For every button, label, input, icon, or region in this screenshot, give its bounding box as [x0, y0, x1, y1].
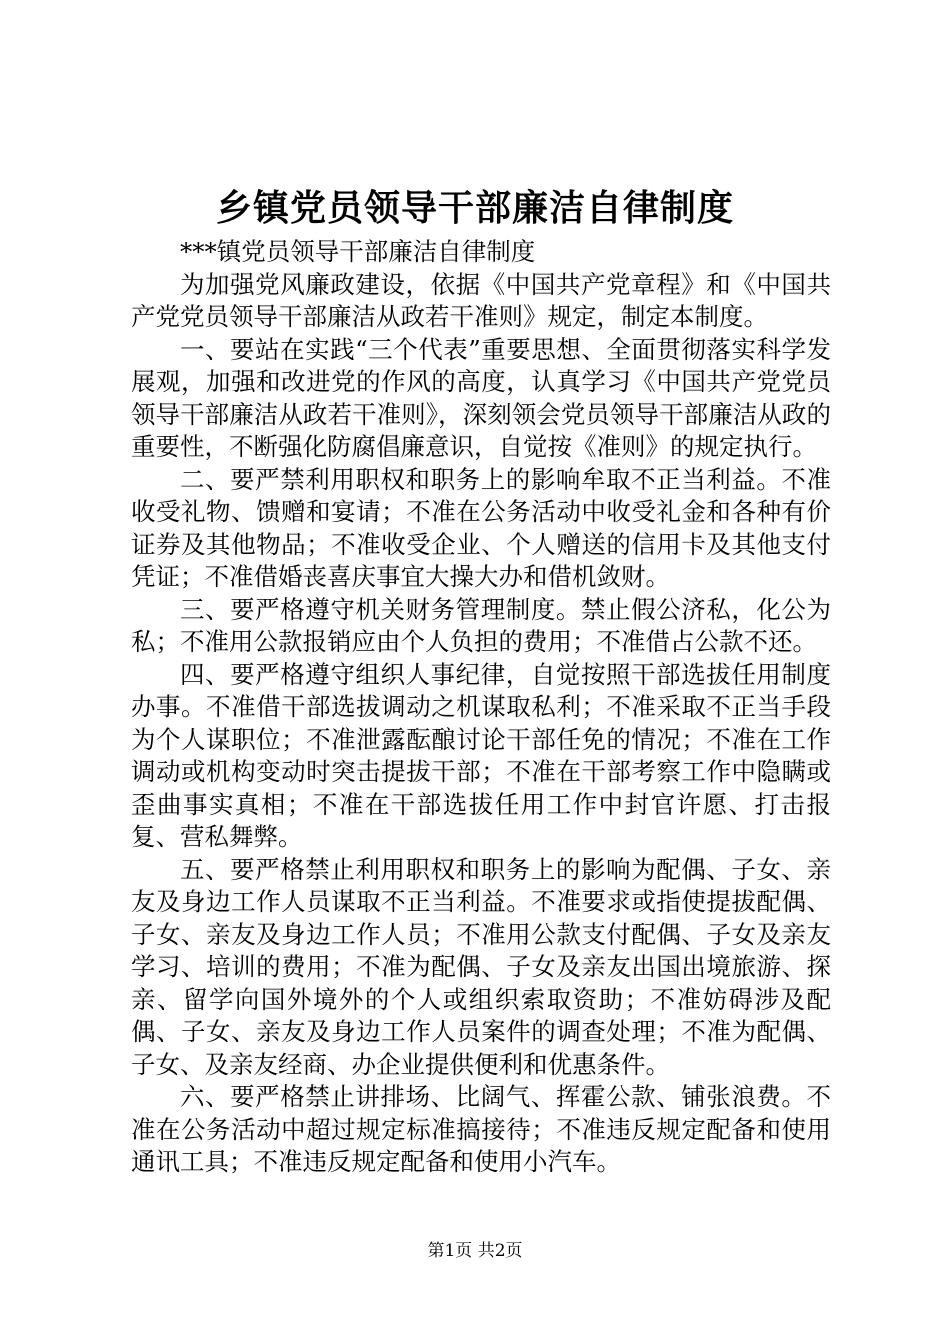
paragraph-item-1: 一、要站在实践“三个代表”重要思想、全面贯彻落实科学发展观，加强和改进党的作风的高度，认真学习《中国共产党党员领导干部廉洁从政若干准则》，深刻领会党员领导干部廉洁从政的重要性，不断强化防腐倡廉意识，自觉按《准则》的规定执行。 [131, 334, 831, 461]
page-number-footer: 第1页 共2页 [427, 1241, 523, 1261]
document-body [131, 236, 831, 1179]
paragraph-item-3: 三、要严格遵守机关财务管理制度。禁止假公济私，化公为私；不准用公款报销应由个人负担的费用；不准借占公款不还。 [131, 594, 831, 656]
paragraph-preamble: 为加强党风廉政建设，依据《中国共产党章程》和《中国共产党党员领导干部廉洁从政若干准则》规定，制定本制度。 [131, 269, 831, 331]
paragraph-item-4: 四、要严格遵守组织人事纪律，自觉按照干部选拔任用制度办事。不准借干部选拔调动之机谋取私利；不准采取不正当手段为个人谋职位；不准泄露酝酿讨论干部任免的情况；不准在工作调动或机构变动时突击提拔干部；不准在干部考察工作中隐瞒或歪曲事实真相；不准在干部选拔任用工作中封官许愿、打击报复、营私舞弊。 [131, 659, 831, 851]
document-title: 乡镇党员领导干部廉洁自律制度 [215, 187, 734, 229]
paragraph-item-2: 二、要严禁利用职权和职务上的影响牟取不正当利益。不准收受礼物、馈赠和宴请；不准在公务活动中收受礼金和各种有价证券及其他物品；不准收受企业、个人赠送的信用卡及其他支付凭证；不准借婚丧喜庆事宜大操大办和借机敛财。 [131, 464, 831, 591]
paragraph-item-6: 六、要严格禁止讲排场、比阔气、挥霍公款、铺张浪费。不准在公务活动中超过规定标准搞接待；不准违反规定配备和使用通讯工具；不准违反规定配备和使用小汽车。 [131, 1082, 831, 1176]
paragraph-subtitle: ***镇党员领导干部廉洁自律制度 [180, 237, 536, 266]
paragraph-item-5: 五、要严格禁止利用职权和职务上的影响为配偶、子女、亲友及身边工作人员谋取不正当利益。不准要求或指使提拔配偶、子女、亲友及身边工作人员；不准用公款支付配偶、子女及亲友学习、培训的费用；不准为配偶、子女及亲友出国出境旅游、探亲、留学向国外境外的个人或组织索取资助；不准妨碍涉及配偶、子女、亲友及身边工作人员案件的调查处理；不准为配偶、子女、及亲友经商、办企业提供便利和优惠条件。 [131, 854, 831, 1079]
